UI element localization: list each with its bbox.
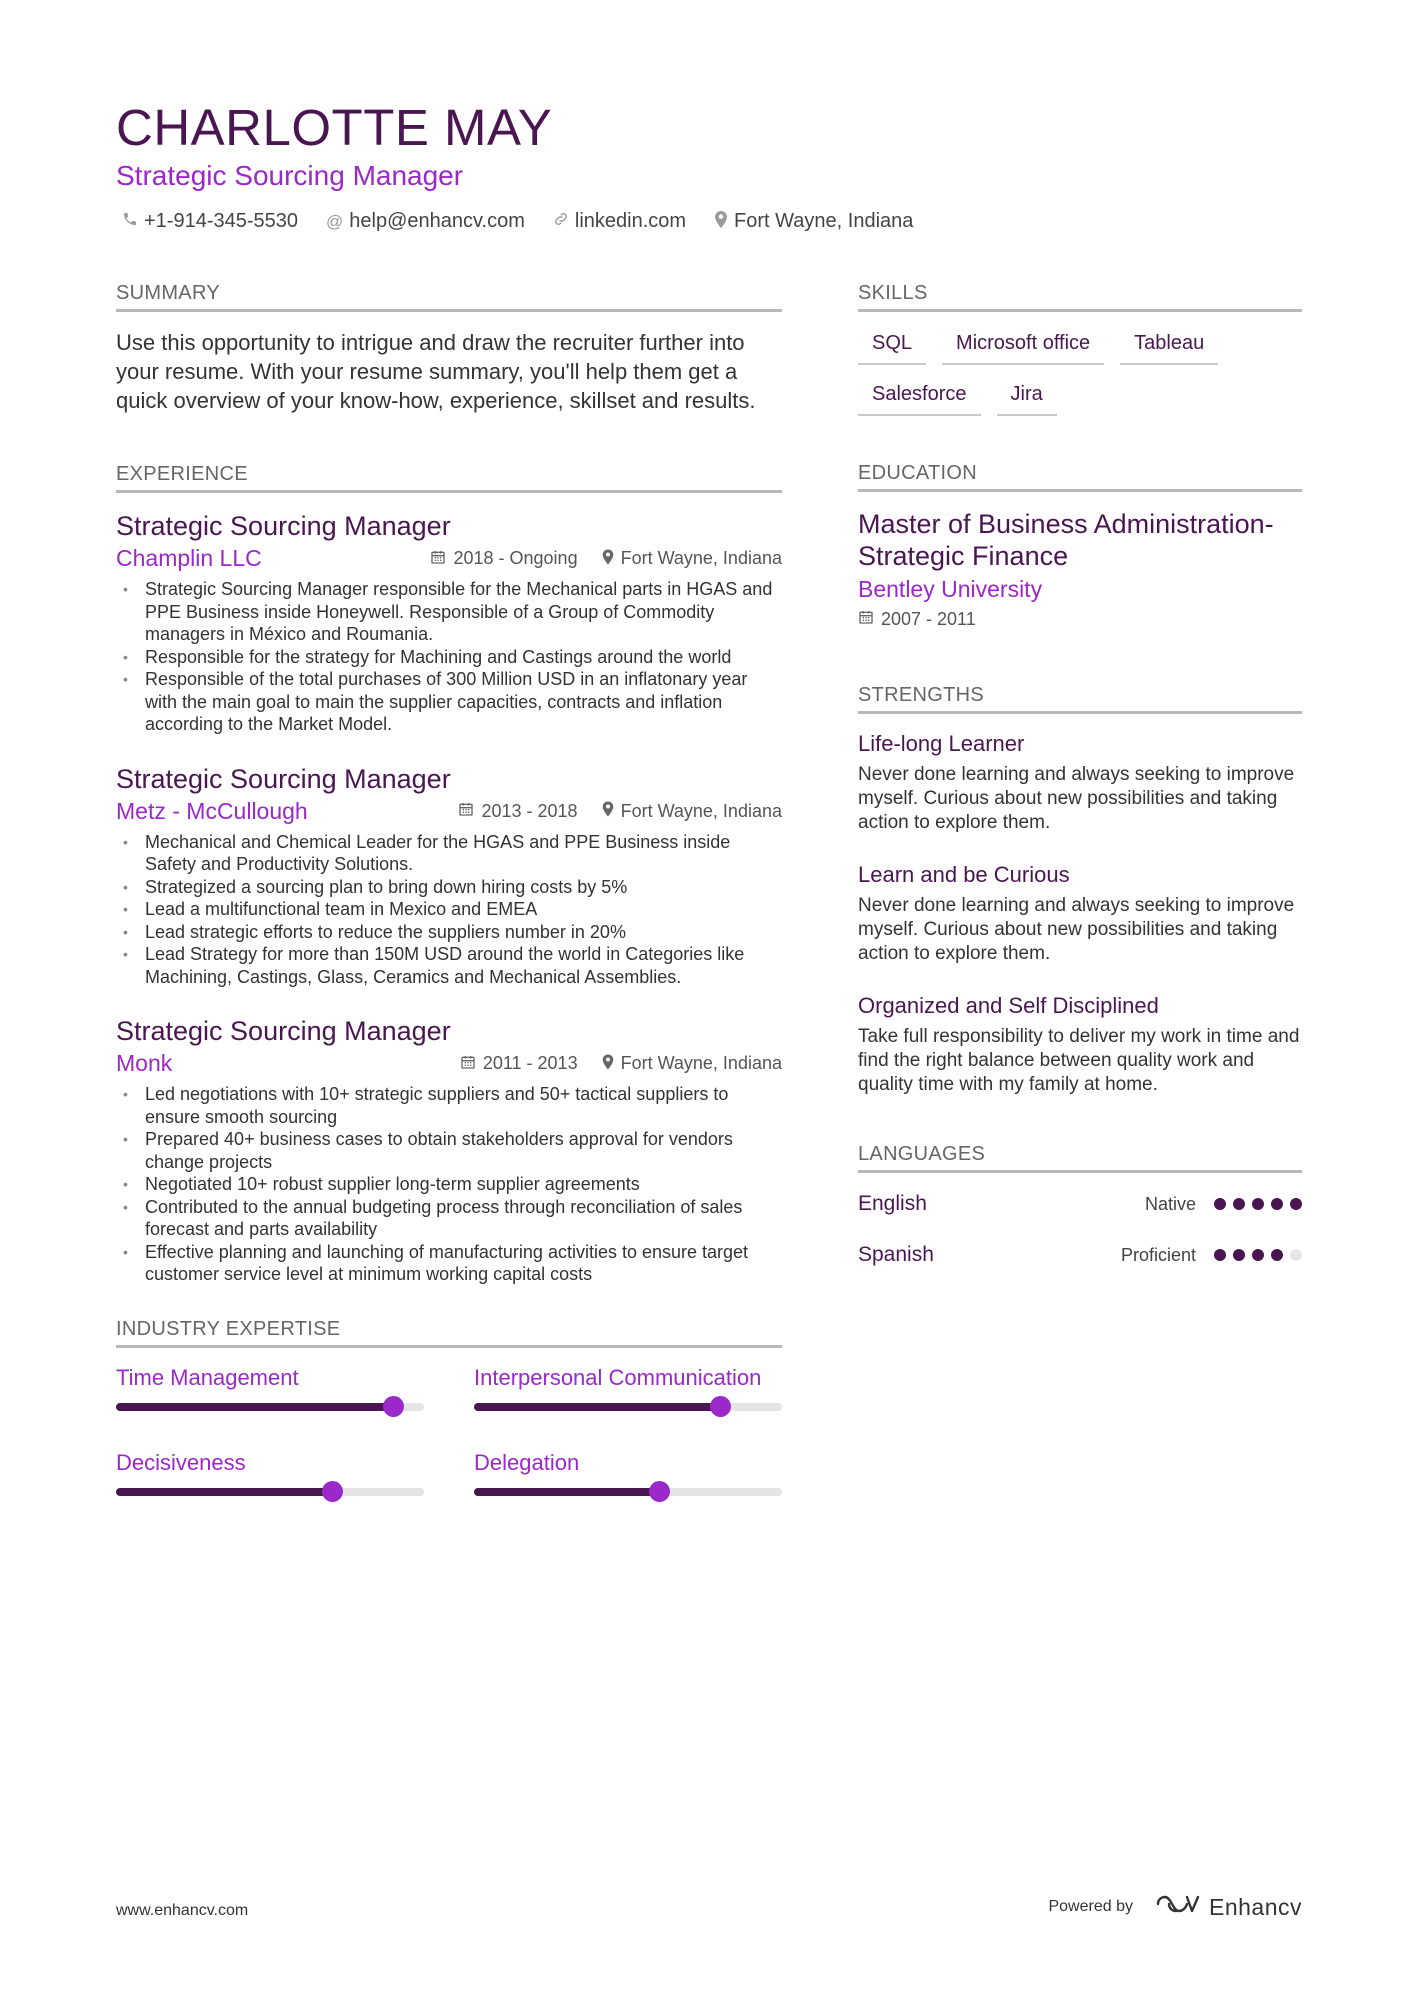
job-bullet: • Lead a multifunctional team in Mexico and EMEA bbox=[116, 898, 782, 921]
language-dot-filled bbox=[1233, 1198, 1245, 1210]
calendar-icon bbox=[430, 549, 446, 569]
job-dates bbox=[430, 548, 577, 569]
strength-description: Never done learning and always seeking to improve myself. Curious about new possibilities and taking action to explore them. bbox=[858, 895, 1295, 964]
contact-phone-text: +1-914-345-5530 bbox=[144, 210, 299, 232]
expertise-bar-knob bbox=[710, 1396, 731, 1417]
job-title: Strategic Sourcing Manager bbox=[116, 763, 451, 794]
job-dates bbox=[460, 1053, 578, 1074]
calendar-icon bbox=[460, 1054, 476, 1074]
expertise-name: Time Management bbox=[116, 1364, 299, 1390]
language-dots bbox=[1214, 1198, 1302, 1210]
contact-linkedin[interactable] bbox=[553, 210, 686, 233]
language-name: Spanish bbox=[858, 1243, 934, 1266]
job-location bbox=[602, 548, 782, 569]
job-bullet: • Negotiated 10+ robust supplier long-term supplier agreements bbox=[116, 1173, 782, 1196]
strength-item bbox=[858, 992, 1302, 1097]
company-name: Monk bbox=[116, 1050, 173, 1076]
expertise-bar-knob bbox=[322, 1481, 343, 1502]
candidate-title: Strategic Sourcing Manager bbox=[116, 160, 464, 191]
skills-heading: SKILLS bbox=[858, 282, 1302, 312]
experience-heading: EXPERIENCE bbox=[116, 463, 782, 493]
location-icon bbox=[602, 801, 614, 821]
at-icon: @ bbox=[326, 211, 344, 231]
contact-linkedin-text: linkedin.com bbox=[574, 210, 687, 232]
job-bullet: • Strategized a sourcing plan to bring down hiring costs by 5% bbox=[116, 876, 782, 899]
expertise-name: Decisiveness bbox=[116, 1449, 246, 1475]
location-icon bbox=[602, 549, 614, 569]
right-column bbox=[858, 282, 1302, 1291]
job-subheader bbox=[116, 798, 782, 825]
skill-tag: SQL bbox=[858, 328, 926, 365]
expertise-bar-fill bbox=[474, 1403, 720, 1411]
expertise-bar-fill bbox=[116, 1488, 332, 1496]
location-icon bbox=[714, 211, 728, 233]
contact-location-text: Fort Wayne, Indiana bbox=[734, 210, 914, 232]
expertise-item bbox=[474, 1449, 782, 1496]
job-bullet: • Led negotiations with 10+ strategic suppliers and 50+ tactical suppliers to ensure smooth sourcing bbox=[116, 1083, 782, 1128]
job-subheader bbox=[116, 1050, 782, 1077]
skill-tag: Microsoft office bbox=[942, 328, 1104, 365]
language-dot-filled bbox=[1214, 1249, 1226, 1261]
job-bullet: • Mechanical and Chemical Leader for the HGAS and PPE Business inside Safety and Productivity Solutions. bbox=[116, 831, 782, 876]
expertise-item bbox=[116, 1364, 424, 1411]
expertise-grid bbox=[116, 1364, 782, 1496]
language-dot-filled bbox=[1271, 1198, 1283, 1210]
language-dot-filled bbox=[1290, 1198, 1302, 1210]
job-bullet: • Prepared 40+ business cases to obtain stakeholders approval for vendors change projects bbox=[116, 1128, 782, 1173]
job-dates bbox=[458, 801, 577, 822]
languages-heading: LANGUAGES bbox=[858, 1143, 1302, 1173]
job-bullets bbox=[116, 1083, 782, 1286]
strength-description: Never done learning and always seeking to improve myself. Curious about new possibilities and taking action to explore them. bbox=[858, 764, 1295, 833]
job-dates-text: 2011 - 2013 bbox=[482, 1053, 578, 1073]
summary-text: Use this opportunity to intrigue and draw the recruiter further into your resume. With your resume summary, you'll help them get a quick overview of your know-how, experience, skillset and results. bbox=[116, 330, 756, 413]
company-name: Champlin LLC bbox=[116, 545, 262, 571]
calendar-icon bbox=[858, 609, 874, 630]
job-meta bbox=[458, 801, 782, 822]
contact-phone[interactable] bbox=[122, 210, 298, 233]
expertise-bar-fill bbox=[474, 1488, 659, 1496]
job-entry bbox=[116, 509, 782, 736]
contact-location bbox=[714, 210, 913, 233]
left-column bbox=[116, 282, 782, 1496]
skill-tag: Tableau bbox=[1120, 328, 1218, 365]
expertise-bar bbox=[474, 1403, 782, 1411]
powered-by-label: Powered by bbox=[1048, 1898, 1133, 1915]
expertise-item bbox=[116, 1449, 424, 1496]
job-meta bbox=[430, 548, 782, 569]
education-dates bbox=[858, 609, 1302, 630]
footer-website[interactable]: www.enhancv.com bbox=[116, 1902, 249, 1919]
company-name: Metz - McCullough bbox=[116, 797, 308, 824]
job-location bbox=[602, 1053, 782, 1074]
job-bullet: • Strategic Sourcing Manager responsible for the Mechanical parts in HGAS and PPE Business inside Honeywell. Responsible of a Group of Commodity managers in México and Roumania. bbox=[116, 578, 782, 646]
expertise-bar bbox=[116, 1403, 424, 1411]
job-dates-text: 2013 - 2018 bbox=[481, 800, 578, 821]
job-dates-text: 2018 - Ongoing bbox=[453, 548, 578, 568]
job-meta bbox=[460, 1053, 782, 1074]
strength-title: Learn and be Curious bbox=[858, 862, 1070, 887]
job-location bbox=[602, 801, 782, 822]
languages-section bbox=[858, 1143, 1302, 1270]
job-entry bbox=[116, 1014, 782, 1286]
skill-tag: Salesforce bbox=[858, 379, 981, 416]
strengths-section bbox=[858, 684, 1302, 1097]
expertise-item bbox=[474, 1364, 782, 1411]
contact-bar bbox=[122, 210, 913, 233]
strength-item bbox=[858, 861, 1302, 966]
expertise-name: Delegation bbox=[474, 1449, 580, 1475]
strength-item bbox=[858, 730, 1302, 835]
phone-icon bbox=[122, 211, 138, 232]
job-location-text: Fort Wayne, Indiana bbox=[620, 800, 782, 821]
language-dot-filled bbox=[1233, 1249, 1245, 1261]
language-item bbox=[858, 1189, 1302, 1219]
education-dates-text: 2007 - 2011 bbox=[881, 609, 976, 629]
strength-title: Life-long Learner bbox=[858, 731, 1025, 756]
language-level: Native bbox=[1144, 1193, 1196, 1214]
language-dot-filled bbox=[1252, 1198, 1264, 1210]
expertise-bar bbox=[116, 1488, 424, 1496]
job-bullet: • Effective planning and launching of manufacturing activities to ensure target customer service level at minimum working capital costs bbox=[116, 1241, 782, 1286]
job-bullets bbox=[116, 831, 782, 989]
job-title: Strategic Sourcing Manager bbox=[116, 1016, 451, 1046]
language-dot-empty bbox=[1290, 1249, 1302, 1261]
education-heading: EDUCATION bbox=[858, 462, 1302, 492]
location-icon bbox=[602, 1054, 614, 1074]
language-level: Proficient bbox=[1120, 1244, 1196, 1265]
expertise-bar-knob bbox=[383, 1396, 404, 1417]
job-bullet: • Responsible of the total purchases of 300 Million USD in an inflatonary year with the main goal to main the supplier capacities, contracts and inflation according to the Market Model. bbox=[116, 668, 782, 736]
contact-email-text: help@enhancv.com bbox=[349, 210, 525, 232]
language-dot-filled bbox=[1271, 1249, 1283, 1261]
skills-list bbox=[858, 328, 1302, 416]
language-name: English bbox=[858, 1192, 927, 1215]
contact-email[interactable] bbox=[326, 210, 525, 233]
language-dots bbox=[1214, 1249, 1302, 1261]
language-dot-filled bbox=[1214, 1198, 1226, 1210]
job-entry bbox=[116, 762, 782, 989]
summary-heading: SUMMARY bbox=[116, 282, 782, 312]
expertise-bar-knob bbox=[649, 1481, 670, 1502]
job-bullet: • Contributed to the annual budgeting process through reconciliation of sales forecast and parts availability bbox=[116, 1196, 782, 1241]
education-degree: Master of Business Administration- Strategic Finance bbox=[858, 509, 1274, 571]
industry-expertise-heading: INDUSTRY EXPERTISE bbox=[116, 1318, 782, 1348]
skill-tag: Jira bbox=[997, 379, 1057, 416]
job-location-text: Fort Wayne, Indiana bbox=[620, 1053, 782, 1073]
job-bullets bbox=[116, 578, 782, 736]
link-icon bbox=[553, 211, 569, 232]
enhancv-logo[interactable] bbox=[1155, 1892, 1302, 1922]
job-subheader bbox=[116, 545, 782, 572]
footer-branding bbox=[1048, 1892, 1302, 1922]
candidate-name: CHARLOTTE MAY bbox=[116, 99, 553, 156]
enhancv-logo-icon bbox=[1155, 1892, 1201, 1922]
industry-expertise-section bbox=[116, 1318, 782, 1496]
job-bullet: • Lead Strategy for more than 150M USD around the world in Categories like Machining, Castings, Glass, Ceramics and Mechanical Assemblies. bbox=[116, 943, 782, 988]
language-item bbox=[858, 1240, 1302, 1270]
education-section bbox=[858, 462, 1302, 630]
expertise-bar bbox=[474, 1488, 782, 1496]
strength-title: Organized and Self Disciplined bbox=[858, 993, 1159, 1018]
strengths-heading: STRENGTHS bbox=[858, 684, 1302, 714]
education-school: Bentley University bbox=[858, 576, 1043, 602]
enhancv-logo-text: Enhancv bbox=[1208, 1893, 1302, 1920]
expertise-name: Interpersonal Communication bbox=[474, 1364, 762, 1390]
language-dot-filled bbox=[1252, 1249, 1264, 1261]
strength-description: Take full responsibility to deliver my work in time and find the right balance between quality work and quality time with my family at home. bbox=[858, 1026, 1300, 1095]
calendar-icon bbox=[458, 801, 474, 821]
expertise-bar-fill bbox=[116, 1403, 393, 1411]
job-bullet: • Responsible for the strategy for Machining and Castings around the world bbox=[116, 646, 782, 669]
job-title: Strategic Sourcing Manager bbox=[116, 511, 451, 541]
job-location-text: Fort Wayne, Indiana bbox=[620, 548, 782, 568]
job-bullet: • Lead strategic efforts to reduce the suppliers number in 20% bbox=[116, 921, 782, 944]
